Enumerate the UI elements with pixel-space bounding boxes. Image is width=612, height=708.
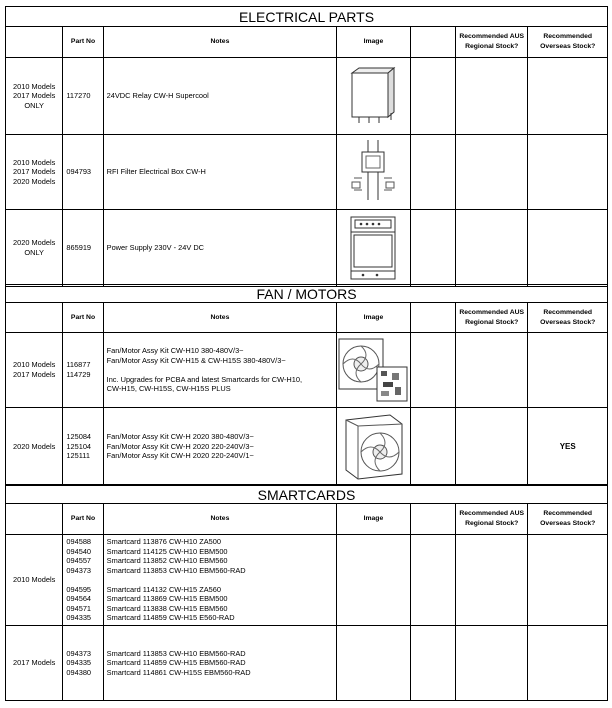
part-line: 094564: [66, 594, 92, 604]
notes-cell: [103, 626, 337, 701]
image-cell: [337, 408, 410, 486]
notes-line: Fan/Motor Assy Kit CW-H 2020 220-240V/3~: [106, 441, 254, 451]
header-row: [6, 27, 608, 58]
overseas-stock-cell: [528, 210, 608, 287]
relay-icon: [337, 65, 409, 127]
table-row: [6, 535, 608, 626]
notes-cell: [103, 408, 337, 486]
part-line: 094557: [66, 556, 92, 566]
fan-pcb-icon: [337, 335, 409, 405]
part-line: 094595: [66, 584, 92, 594]
aus-stock-cell: [455, 135, 527, 210]
model-line: 2010 Models: [13, 575, 56, 585]
image-cell: [337, 535, 410, 626]
model-line: 2017 Models: [13, 370, 56, 379]
part-line: 865919: [66, 243, 92, 253]
model-cell: [6, 626, 63, 701]
blank-cell: [410, 535, 455, 626]
notes-line: Smartcard 114132 CW-H15 ZA560: [106, 584, 221, 594]
header-notes: Notes: [103, 27, 337, 58]
header-aus-stock: Recommended AUS Regional Stock?: [455, 27, 527, 58]
overseas-stock-cell: [528, 58, 608, 135]
notes-line: Fan/Motor Assy Kit CW-H10 380-480V/3~: [106, 346, 244, 356]
model-cell: [6, 535, 63, 626]
parts-table: [5, 26, 608, 287]
header-model: [6, 27, 63, 58]
notes-cell: [103, 333, 337, 408]
model-line: 2020 Models: [13, 441, 56, 451]
part-line: 094540: [66, 546, 92, 556]
notes-line: Smartcard 113869 CW-H15 EBM500: [106, 594, 228, 604]
header-overseas-stock: Recommended Overseas Stock?: [528, 27, 608, 58]
header-model: [6, 303, 63, 333]
section-title: FAN / MOTORS: [5, 284, 608, 303]
image-cell: [337, 135, 410, 210]
blank-cell: [410, 135, 455, 210]
part-line: 116877: [66, 360, 91, 370]
part-line: 094793: [66, 167, 92, 177]
part-line: 125104: [66, 441, 92, 451]
section-title: SMARTCARDS: [5, 484, 608, 504]
header-part-no: Part No: [63, 303, 103, 333]
model-cell: [6, 408, 63, 486]
aus-stock-cell: [455, 333, 527, 408]
notes-line: Smartcard 114861 CW-H15S EBM560-RAD: [106, 667, 251, 677]
table-row: [6, 626, 608, 701]
header-image: Image: [337, 504, 410, 535]
parts-table: [5, 302, 608, 486]
spacer: [107, 366, 334, 375]
spacer: [66, 576, 99, 585]
notes-line: Smartcard 113852 CW-H10 EBM560: [106, 556, 228, 566]
table-row: [6, 408, 608, 486]
aus-stock-cell: [455, 210, 527, 287]
table-row: [6, 210, 608, 287]
header-aus-stock: Recommended AUS Regional Stock?: [455, 504, 527, 535]
notes-line: 24VDC Relay CW-H Supercool: [106, 91, 209, 101]
model-cell: [6, 135, 63, 210]
part-line: 094571: [66, 603, 92, 613]
image-cell: [337, 58, 410, 135]
model-cell: [6, 58, 63, 135]
header-model: [6, 504, 63, 535]
notes-line: CW-H15, CW-H15S, CW-H15S PLUS: [106, 384, 231, 394]
parts-table: [5, 503, 608, 701]
part-line: 094373: [66, 565, 92, 575]
overseas-stock-cell: YES: [528, 408, 608, 486]
header-image: Image: [337, 303, 410, 333]
part-line: 094588: [66, 537, 92, 547]
image-cell: [337, 626, 410, 701]
part-line: 094373: [66, 648, 92, 658]
notes-line: Smartcard 113853 CW-H10 EBM560-RAD: [106, 648, 246, 658]
blank-cell: [410, 408, 455, 486]
aus-stock-cell: [455, 58, 527, 135]
table-row: [6, 135, 608, 210]
part-line: 094335: [66, 613, 92, 623]
power-supply-icon: [337, 215, 409, 281]
table-row: [6, 58, 608, 135]
header-row: [6, 504, 608, 535]
image-cell: [337, 333, 410, 408]
part-no-cell: [63, 135, 103, 210]
overseas-stock-cell: [528, 626, 608, 701]
model-line: 2017 Models: [13, 658, 56, 668]
notes-line: Smartcard 113853 CW-H10 EBM560-RAD: [106, 565, 246, 575]
part-no-cell: [63, 535, 103, 626]
model-line: 2020 Models: [13, 238, 56, 248]
notes-line: Smartcard 114859 CW-H15 E560-RAD: [106, 613, 235, 623]
header-overseas-stock: Recommended Overseas Stock?: [528, 303, 608, 333]
model-line: 2010 Models: [13, 157, 56, 167]
notes-cell: [103, 135, 337, 210]
model-cell: [6, 210, 63, 287]
model-line: ONLY: [24, 100, 44, 110]
section-title: ELECTRICAL PARTS: [5, 6, 608, 27]
blank-cell: [410, 210, 455, 287]
aus-stock-cell: [455, 535, 527, 626]
part-line: 094335: [66, 658, 92, 668]
image-cell: [337, 210, 410, 287]
notes-line: Power Supply 230V - 24V DC: [106, 243, 204, 253]
model-line: 2020 Models: [13, 176, 56, 186]
header-blank: [410, 504, 455, 535]
notes-cell: [103, 210, 337, 287]
part-no-cell: [63, 408, 103, 486]
model-line: 2010 Models: [13, 81, 56, 91]
part-line: 125111: [66, 451, 90, 461]
fan-icon: [337, 412, 409, 482]
header-part-no: Part No: [63, 27, 103, 58]
notes-cell: [103, 535, 337, 626]
part-no-cell: [63, 58, 103, 135]
notes-line: Smartcard 113876 CW-H10 ZA500: [106, 537, 221, 547]
part-no-cell: [63, 333, 103, 408]
blank-cell: [410, 333, 455, 408]
part-no-cell: [63, 626, 103, 701]
overseas-stock-cell: [528, 535, 608, 626]
notes-line: RFI Filter Electrical Box CW-H: [106, 167, 206, 177]
notes-line: Smartcard 114125 CW-H10 EBM500: [106, 546, 228, 556]
model-cell: [6, 333, 63, 408]
model-line: 2010 Models: [13, 360, 56, 370]
part-line: 125084: [66, 432, 92, 442]
model-line: ONLY: [24, 248, 44, 257]
header-aus-stock: Recommended AUS Regional Stock?: [455, 303, 527, 333]
header-notes: Notes: [103, 504, 337, 535]
notes-line: Smartcard 114859 CW-H15 EBM560-RAD: [106, 658, 246, 668]
notes-line: Fan/Motor Assy Kit CW-H15 & CW-H15S 380-480V/3~: [106, 355, 286, 365]
part-line: 094380: [66, 667, 92, 677]
header-blank: [410, 27, 455, 58]
notes-line: Fan/Motor Assy Kit CW-H 2020 220-240V/1~: [106, 451, 254, 461]
part-no-cell: [63, 210, 103, 287]
header-blank: [410, 303, 455, 333]
notes-line: Fan/Motor Assy Kit CW-H 2020 380-480V/3~: [106, 432, 254, 442]
part-line: 114729: [66, 370, 91, 379]
notes-cell: [103, 58, 337, 135]
header-part-no: Part No: [63, 504, 103, 535]
notes-line: Smartcard 113838 CW-H15 EBM560: [106, 603, 228, 613]
notes-line: Inc. Upgrades for PCBA and latest Smartcards for CW-H10,: [106, 374, 303, 384]
header-row: [6, 303, 608, 333]
aus-stock-cell: [455, 626, 527, 701]
overseas-stock-cell: [528, 135, 608, 210]
header-overseas-stock: Recommended Overseas Stock?: [528, 504, 608, 535]
aus-stock-cell: [455, 408, 527, 486]
table-row: [6, 333, 608, 408]
model-line: 2017 Models: [13, 91, 56, 101]
spacer: [107, 576, 334, 585]
header-notes: Notes: [103, 303, 337, 333]
overseas-stock-cell: [528, 333, 608, 408]
model-line: 2017 Models: [13, 167, 56, 177]
header-image: Image: [337, 27, 410, 58]
blank-cell: [410, 58, 455, 135]
part-line: 117270: [66, 91, 91, 101]
blank-cell: [410, 626, 455, 701]
rfi-filter-icon: [337, 138, 409, 206]
